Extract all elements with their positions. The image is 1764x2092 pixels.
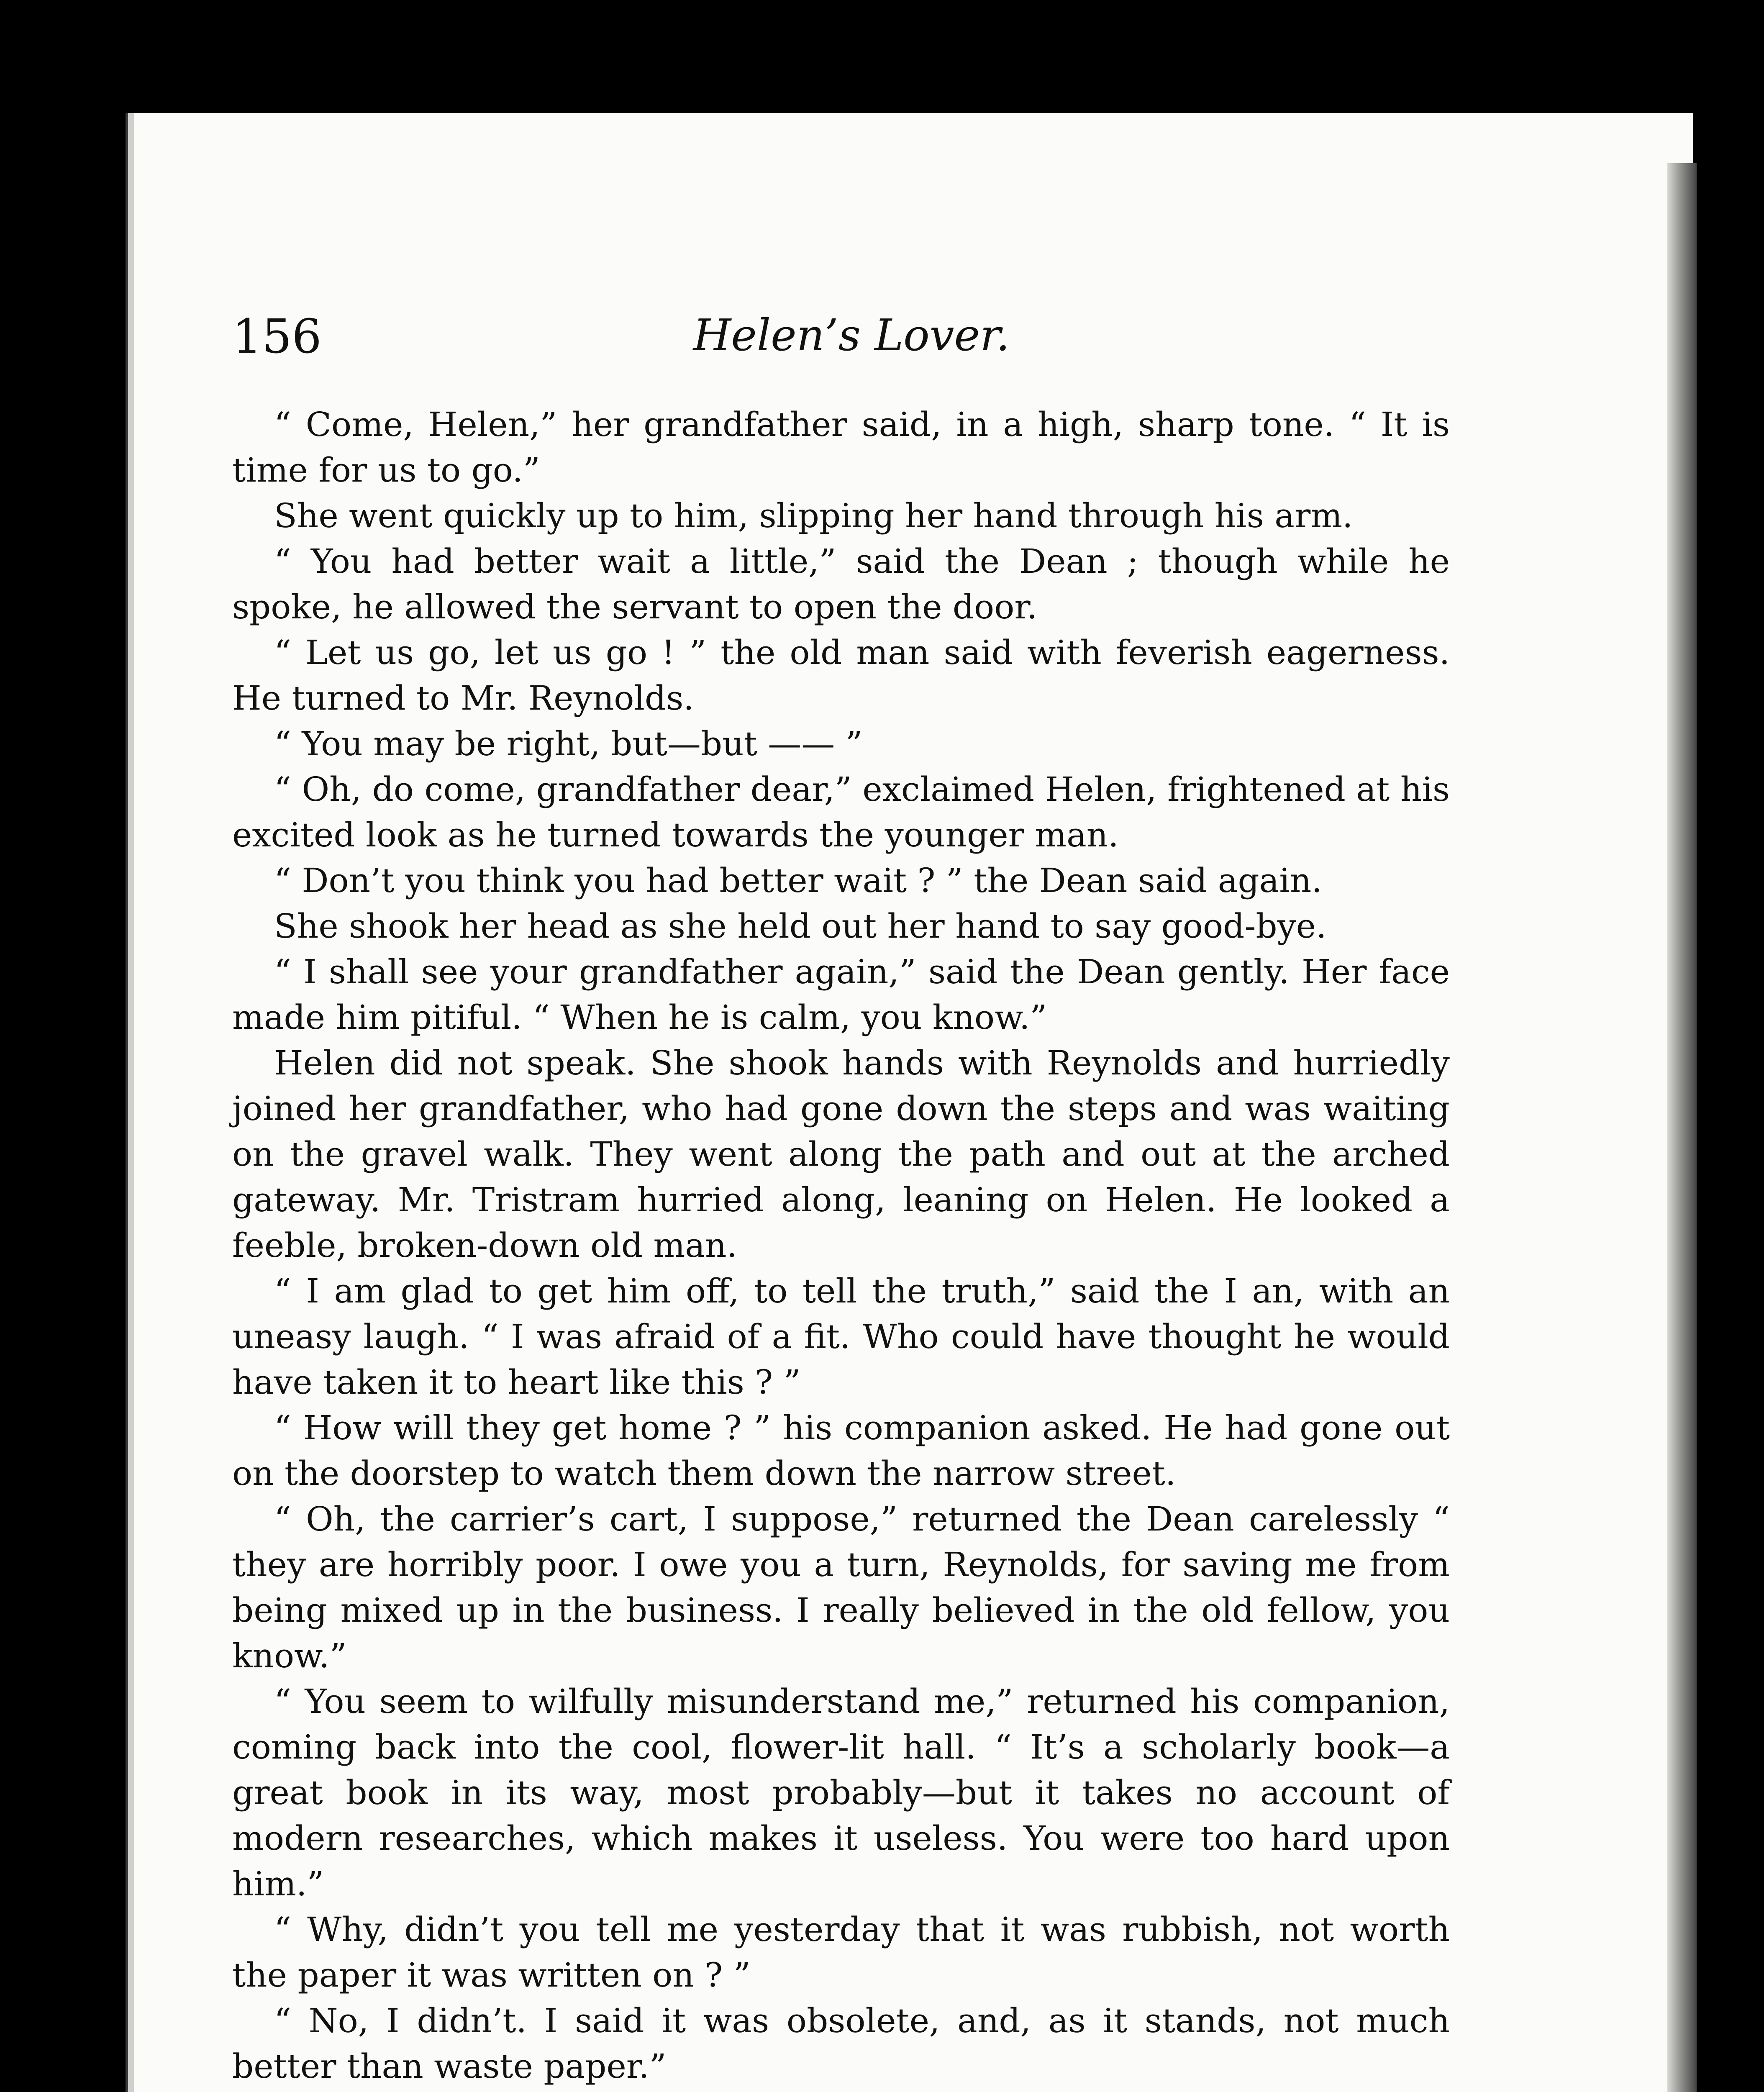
paragraph: “ Let us go, let us go ! ” the old man said with feverish eagerness. He turned to Mr. Reynolds. [232,633,1450,718]
running-title: Helen’s Lover. [693,310,1010,361]
page-edge [128,113,134,2092]
paragraph: “ I shall see your grandfather again,” said the Dean gently. Her face made him pitiful. “ When he is calm, you know.” [232,952,1450,1037]
paragraph: She shook her head as she held out her hand to say good-bye. [274,907,1327,946]
paragraph: “ You seem to wilfully misunderstand me,” returned his companion, coming back into the cool, flower-lit hall. “ It’s a scholarly book—a great book in its way, most probably—but it takes no account of modern researches, which makes it useless. You were too hard upon him.” [232,1682,1450,1903]
paragraph: “ Oh, do come, grandfather dear,” exclaimed Helen, frightened at his excited look as he turned towards the younger man. [232,770,1450,854]
paragraph: “ How will they get home ? ” his companion asked. He had gone out on the doorstep to watch them down the narrow street. [232,1408,1450,1493]
paragraph: She went quickly up to him, slipping her hand through his arm. [274,496,1353,535]
paragraph [232,2089,1450,2092]
page-header [232,310,1471,364]
paragraph: “ You may be right, but—but —— ” [274,724,863,763]
paragraph: “ Don’t you think you had better wait ? ” the Dean said again. [274,861,1322,900]
paragraph: “ You had better wait a little,” said the Dean ; though while he spoke, he allowed the servant to open the door. [232,542,1450,626]
paragraph: Helen did not speak. She shook hands with Reynolds and hurriedly joined her grandfather, who had gone down the steps and was waiting on the gravel walk. They went along the path and out at the arched gateway. Mr. Tristram hurried along, leaning on Helen. He looked a feeble, broken-down old man. [232,1043,1450,1265]
paragraph: “ Why, didn’t you tell me yesterday that it was rubbish, not worth the paper it was written on ? ” [232,1910,1450,1995]
paragraph: “ No, I didn’t. I said it was obsolete, and, as it stands, not much better than waste paper.” [232,2001,1450,2086]
body-text [232,402,1450,2092]
paragraph: “ Come, Helen,” her grandfather said, in a high, sharp tone. “ It is time for us to go.” [232,405,1450,490]
page-number: 156 [232,310,322,364]
paragraph: “ Oh, the carrier’s cart, I suppose,” returned the Dean carelessly “ they are horribly poor. I owe you a turn, Reynolds, for saving me from being mixed up in the business. I really believed in the old fellow, you know.” [232,1500,1450,1675]
page-gutter-shadow [1667,163,1697,2092]
paragraph: “ I am glad to get him off, to tell the truth,” said the I an, with an uneasy laugh. “ I was afraid of a fit. Who could have thought he would have taken it to heart like this ? ” [232,1272,1450,1402]
